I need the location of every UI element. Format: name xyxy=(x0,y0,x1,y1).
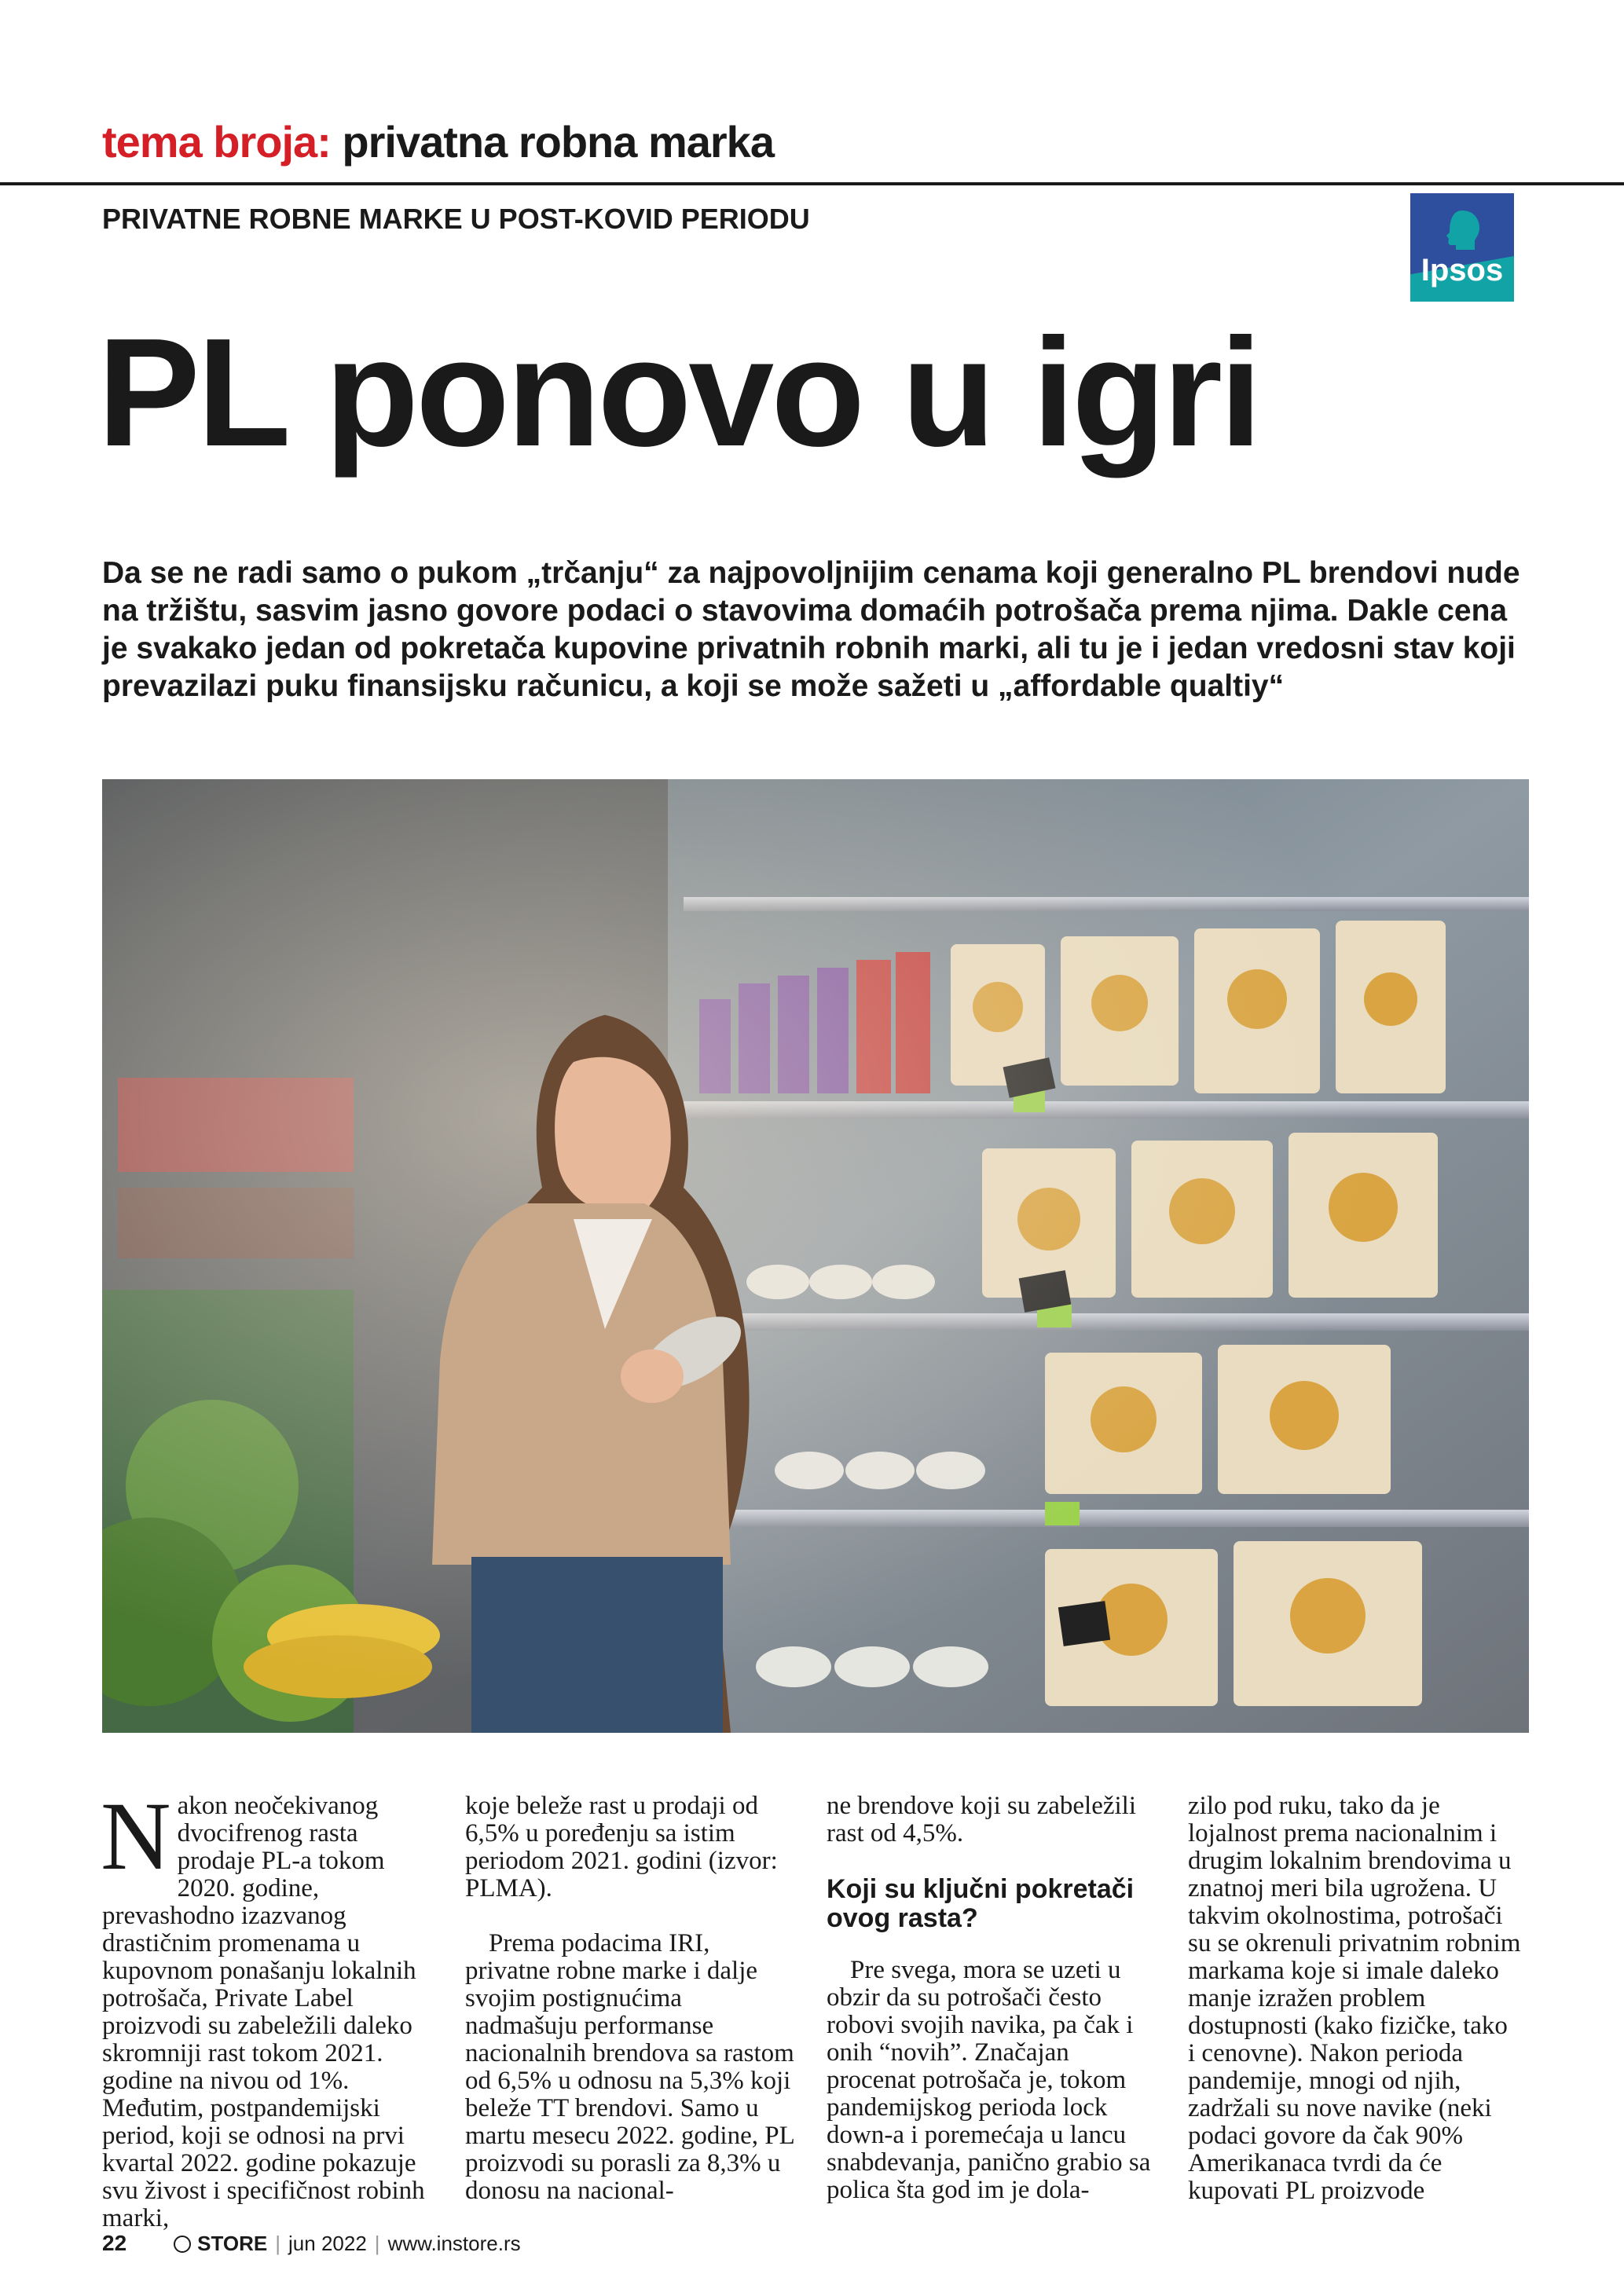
column-3-paragraph-1: ne brendove koji su zabeležili rast od 4,5%. xyxy=(827,1792,1137,1847)
magazine-logo-icon xyxy=(174,2236,191,2253)
header-divider xyxy=(0,182,1624,185)
footer-separator: | xyxy=(275,2231,281,2255)
article-headline: PL ponovo u igri xyxy=(97,306,1259,478)
article-column-2 xyxy=(465,1792,795,2232)
ipsos-logo xyxy=(1410,193,1514,302)
drop-cap: N xyxy=(101,1782,171,1890)
section-header xyxy=(102,116,774,167)
section-subheading: Koji su ključni pokretači ovog rasta? xyxy=(827,1874,1135,1933)
column-4-paragraph: zilo pod ruku, tako da je lojalnost prema nacionalnim i drugim lokalnim brendovima u znatnoj meri bila ugrožena. U takvim okolnostima, potrošači su se okrenuli privatnim robnim markama koje si imale daleko manje izražen problem dostupnosti (kako fizičke, tako i cenovne). Nakon perioda pandemije, mnogi od njih, zadržali su nove navike (neki podaci govore da čak 90% Amerikanaca tvrdi da će kupovati PL proizvode xyxy=(1188,1792,1521,2205)
website-link[interactable]: www.instore.rs xyxy=(387,2231,521,2255)
woman-in-supermarket-photo xyxy=(102,779,1529,1733)
column-3-paragraph-2: Pre svega, mora se uzeti u obzir da su potrošači često robovi svojih navika, pa čak i onih “novih”. Značajan procenat potrošača je, tokom pandemijskog perioda lock down-a i poremećaja u lancu snabdevanja, panično grabio sa polica šta god im je dola- xyxy=(827,1956,1151,2204)
magazine-name: STORE xyxy=(197,2231,268,2255)
issue-date: jun 2022 xyxy=(288,2231,367,2255)
article-kicker: PRIVATNE ROBNE MARKE U POST-KOVID PERIODU xyxy=(102,203,810,235)
head-silhouette-icon xyxy=(1439,207,1486,258)
article-column-1 xyxy=(101,1782,432,2232)
section-label: tema broja: xyxy=(102,117,331,167)
page-footer xyxy=(102,2231,521,2256)
article-column-4 xyxy=(1188,1792,1521,2232)
page-number: 22 xyxy=(102,2231,127,2255)
footer-separator: | xyxy=(374,2231,380,2255)
column-1-paragraph: akon neočekivanog dvocifrenog rasta prodaje PL-a tokom 2020. godine, prevashodno izazvanog drastičnim promenama u kupovnom ponašanju lokalnih potrošača, Private Label proizvodi su zabeležili daleko skromniji rast tokom 2021. godine na nivou od 1%. Međutim, postpandemijski period, koji se odnosi na prvi kvartal 2022. godine pokazuje svu živost i specifičnost robinh marki, xyxy=(102,1792,425,2232)
article-lead: Da se ne radi samo o pukom „trčanju“ za najpovoljnijim cenama koji generalno PL brendovi nude na tržištu, sasvim jasno govore podaci o stavovima domaćih potrošača prema njima. Dakle cena je svakako jedan od pokretača kupovine privatnih robnih marki, ali tu je i jedan vredosni stav koji prevazilazi puku finansijsku računicu, a koji se može sažeti u „affordable qualtiy“ xyxy=(102,556,1520,703)
logo-text: Ipsos xyxy=(1421,253,1504,287)
column-2-paragraph-1: koje beleže rast u prodaji od 6,5% u poređenju sa istim periodom 2021. godini (izvor: PLMA). xyxy=(465,1792,778,1902)
section-topic: privatna robna marka xyxy=(342,117,774,167)
article-column-3 xyxy=(827,1792,1157,2232)
column-2-paragraph-2: Prema podacima IRI, privatne robne marke i dalje svojim postignućima nadmašuju performanse nacionalnih brendova sa rastom od 6,5% u odnosu na 5,3% koji beleže TT brendovi. Samo u martu mesecu 2022. godine, PL proizvodi su porasli za 8,3% u donosu na nacional- xyxy=(465,1929,794,2205)
